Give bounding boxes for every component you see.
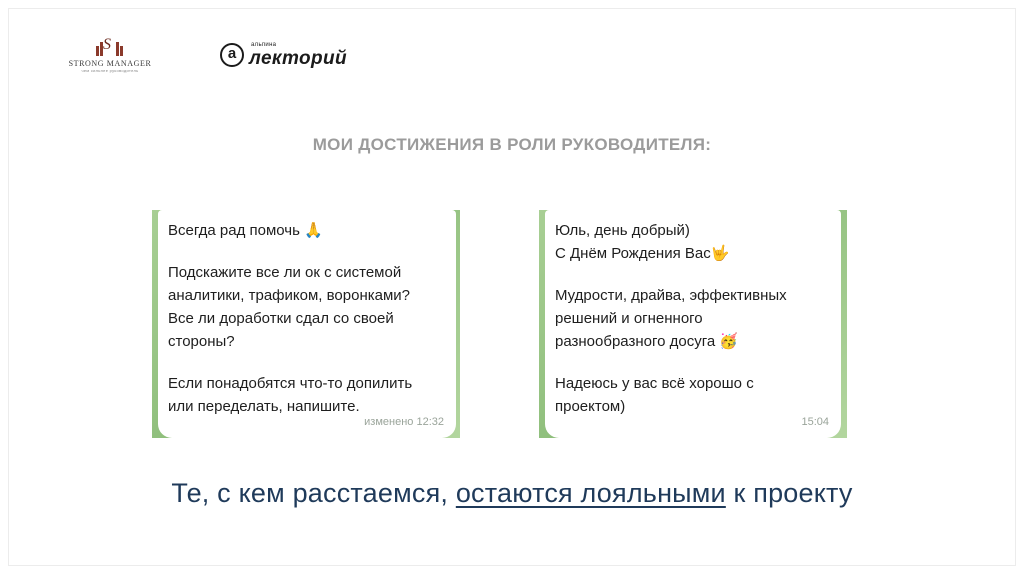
- message-line: разнообразного досуга 🥳: [555, 333, 739, 350]
- message-line: С Днём Рождения Вас🤟: [555, 245, 730, 262]
- message-line: аналитики, трафиком, воронками?: [168, 287, 410, 304]
- message-line: стороны?: [168, 333, 235, 350]
- alpina-mark: а: [220, 43, 244, 67]
- strong-manager-name: STRONG MANAGER: [68, 59, 152, 68]
- message-line: Все ли доработки сдал со своей: [168, 310, 394, 327]
- strong-manager-logo: [60, 38, 160, 73]
- caption-text: Те, с кем расстаемся,: [171, 478, 456, 508]
- message-line: Всегда рад помочь 🙏: [168, 222, 323, 239]
- message-line: Надеюсь у вас всё хорошо с: [555, 375, 754, 392]
- message-line: Юль, день добрый): [555, 222, 690, 239]
- message-line: Мудрости, драйва, эффективных: [555, 287, 787, 304]
- chat-screenshot-1: [152, 210, 460, 438]
- caption-text-end: к проекту: [725, 478, 853, 508]
- message-line: проектом): [555, 398, 626, 415]
- message-bubble: [545, 210, 841, 438]
- alpina-lektoriy-logo: [220, 40, 350, 74]
- message-line: Если понадобятся что-то допилить: [168, 375, 413, 392]
- chat-screenshot-2: [539, 210, 847, 438]
- alpina-big-label: лекторий: [249, 48, 348, 69]
- caption-emphasis: остаются лояльными: [455, 478, 726, 508]
- message-line: решений и огненного: [555, 310, 703, 327]
- message-line: Подскажите все ли ок с системой: [168, 264, 402, 281]
- strong-manager-tagline: чем сильнее руководитель: [81, 68, 139, 73]
- message-bubble: [158, 210, 456, 438]
- message-line: или переделать, напишите.: [168, 398, 360, 415]
- page-title: МОИ ДОСТИЖЕНИЯ В РОЛИ РУКОВОДИТЕЛЯ:: [312, 135, 712, 154]
- alpina-small-label: альпина: [251, 42, 277, 48]
- strong-manager-mark: S: [94, 38, 126, 58]
- slide-caption: [0, 478, 1024, 509]
- message-timestamp: изменено 12:32: [364, 416, 444, 428]
- message-timestamp: 15:04: [801, 416, 829, 428]
